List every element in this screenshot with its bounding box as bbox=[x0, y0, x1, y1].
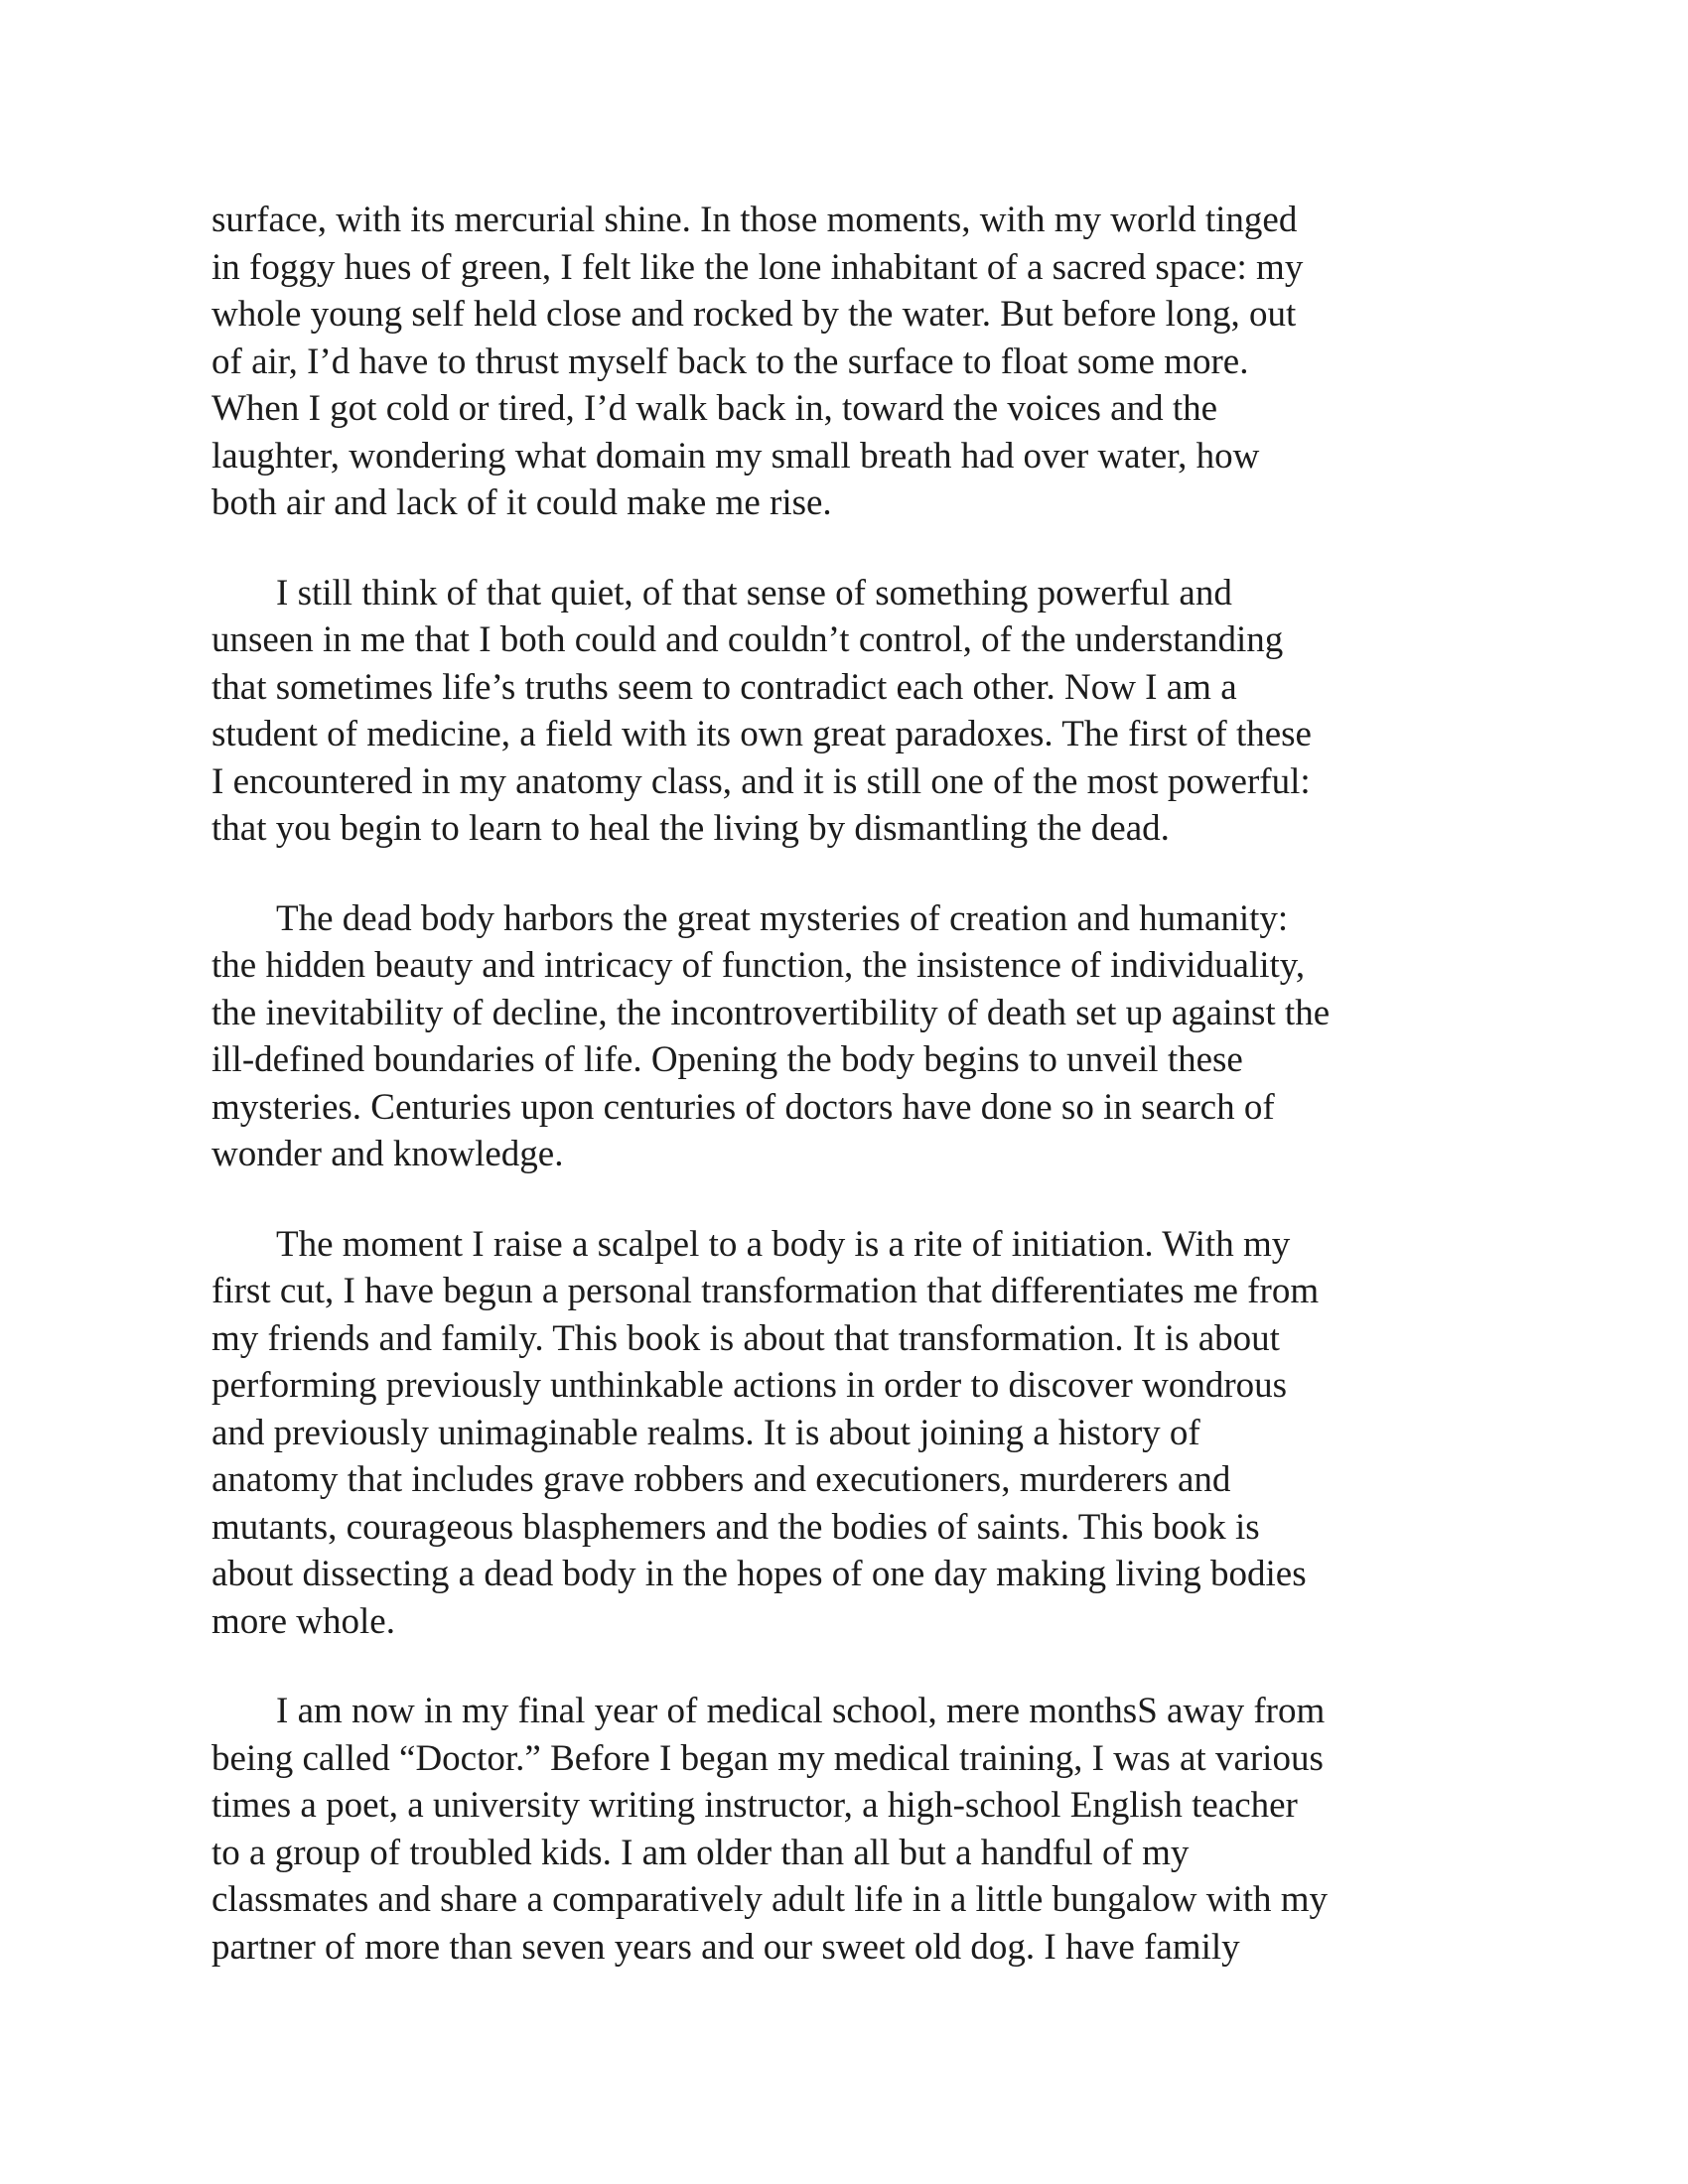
text-line: student of medicine, a field with its own great paradoxes. The first of these bbox=[211, 714, 1312, 754]
text-line: both air and lack of it could make me rise. bbox=[211, 482, 832, 523]
text-line: partner of more than seven years and our sweet old dog. I have family bbox=[211, 1926, 1240, 1968]
text-line: of air, I’d have to thrust myself back to the surface to float some more. bbox=[211, 341, 1249, 382]
paragraph-1 bbox=[211, 197, 1502, 527]
text-line: wonder and knowledge. bbox=[211, 1134, 564, 1174]
text-line: my friends and family. This book is about that transformation. It is about bbox=[211, 1317, 1280, 1359]
text-line: mutants, courageous blasphemers and the bodies of saints. This book is bbox=[211, 1506, 1260, 1548]
text-line: The dead body harbors the great mysteries of creation and humanity: bbox=[276, 897, 1289, 939]
text-line: whole young self held close and rocked by the water. But before long, out bbox=[211, 294, 1297, 335]
text-line: times a poet, a university writing instructor, a high-school English teacher bbox=[211, 1785, 1298, 1826]
text-line: ill-defined boundaries of life. Opening the body begins to unveil these bbox=[211, 1039, 1243, 1080]
text-line: to a group of troubled kids. I am older than all but a handful of my bbox=[211, 1832, 1190, 1873]
text-line: I still think of that quiet, of that sense of something powerful and bbox=[276, 572, 1232, 614]
text-line: and previously unimaginable realms. It is about joining a history of bbox=[211, 1412, 1200, 1453]
text-line: mysteries. Centuries upon centuries of doctors have done so in search of bbox=[211, 1086, 1275, 1128]
text-line: in foggy hues of green, I felt like the lone inhabitant of a sacred space: my bbox=[211, 246, 1304, 288]
text-line: the hidden beauty and intricacy of function, the insistence of individuality, bbox=[211, 945, 1306, 986]
text-line: being called “Doctor.” Before I began my medical training, I was at various bbox=[211, 1737, 1324, 1779]
paragraph-5 bbox=[211, 1688, 1502, 1971]
text-line: first cut, I have begun a personal transformation that differentiates me from bbox=[211, 1271, 1320, 1311]
text-line: about dissecting a dead body in the hopes of one day making living bodies bbox=[211, 1554, 1307, 1594]
paragraph-4 bbox=[211, 1221, 1502, 1646]
text-line: more whole. bbox=[211, 1600, 395, 1642]
text-line: surface, with its mercurial shine. In those moments, with my world tinged bbox=[211, 200, 1298, 240]
text-line: The moment I raise a scalpel to a body is a rite of initiation. With my bbox=[276, 1223, 1291, 1265]
text-line: I am now in my final year of medical school, mere monthsS away from bbox=[276, 1691, 1326, 1731]
text-line: I encountered in my anatomy class, and it is still one of the most powerful: bbox=[211, 760, 1311, 802]
text-line: that sometimes life’s truths seem to contradict each other. Now I am a bbox=[211, 666, 1237, 708]
paragraph-3 bbox=[211, 895, 1502, 1178]
text-line: unseen in me that I both could and couldn’t control, of the understanding bbox=[211, 619, 1284, 660]
text-line: laughter, wondering what domain my small breath had over water, how bbox=[211, 435, 1260, 477]
text-line: classmates and share a comparatively adult life in a little bungalow with my bbox=[211, 1879, 1329, 1920]
text-line: anatomy that includes grave robbers and executioners, murderers and bbox=[211, 1459, 1231, 1500]
text-line: the inevitability of decline, the incontrovertibility of death set up against the bbox=[211, 992, 1331, 1033]
text-line: that you begin to learn to heal the living by dismantling the dead. bbox=[211, 808, 1170, 849]
text-line: When I got cold or tired, I’d walk back in, toward the voices and the bbox=[211, 388, 1218, 429]
text-line: performing previously unthinkable actions in order to discover wondrous bbox=[211, 1365, 1288, 1406]
paragraph-2 bbox=[211, 570, 1502, 853]
body-text bbox=[211, 197, 1502, 2013]
